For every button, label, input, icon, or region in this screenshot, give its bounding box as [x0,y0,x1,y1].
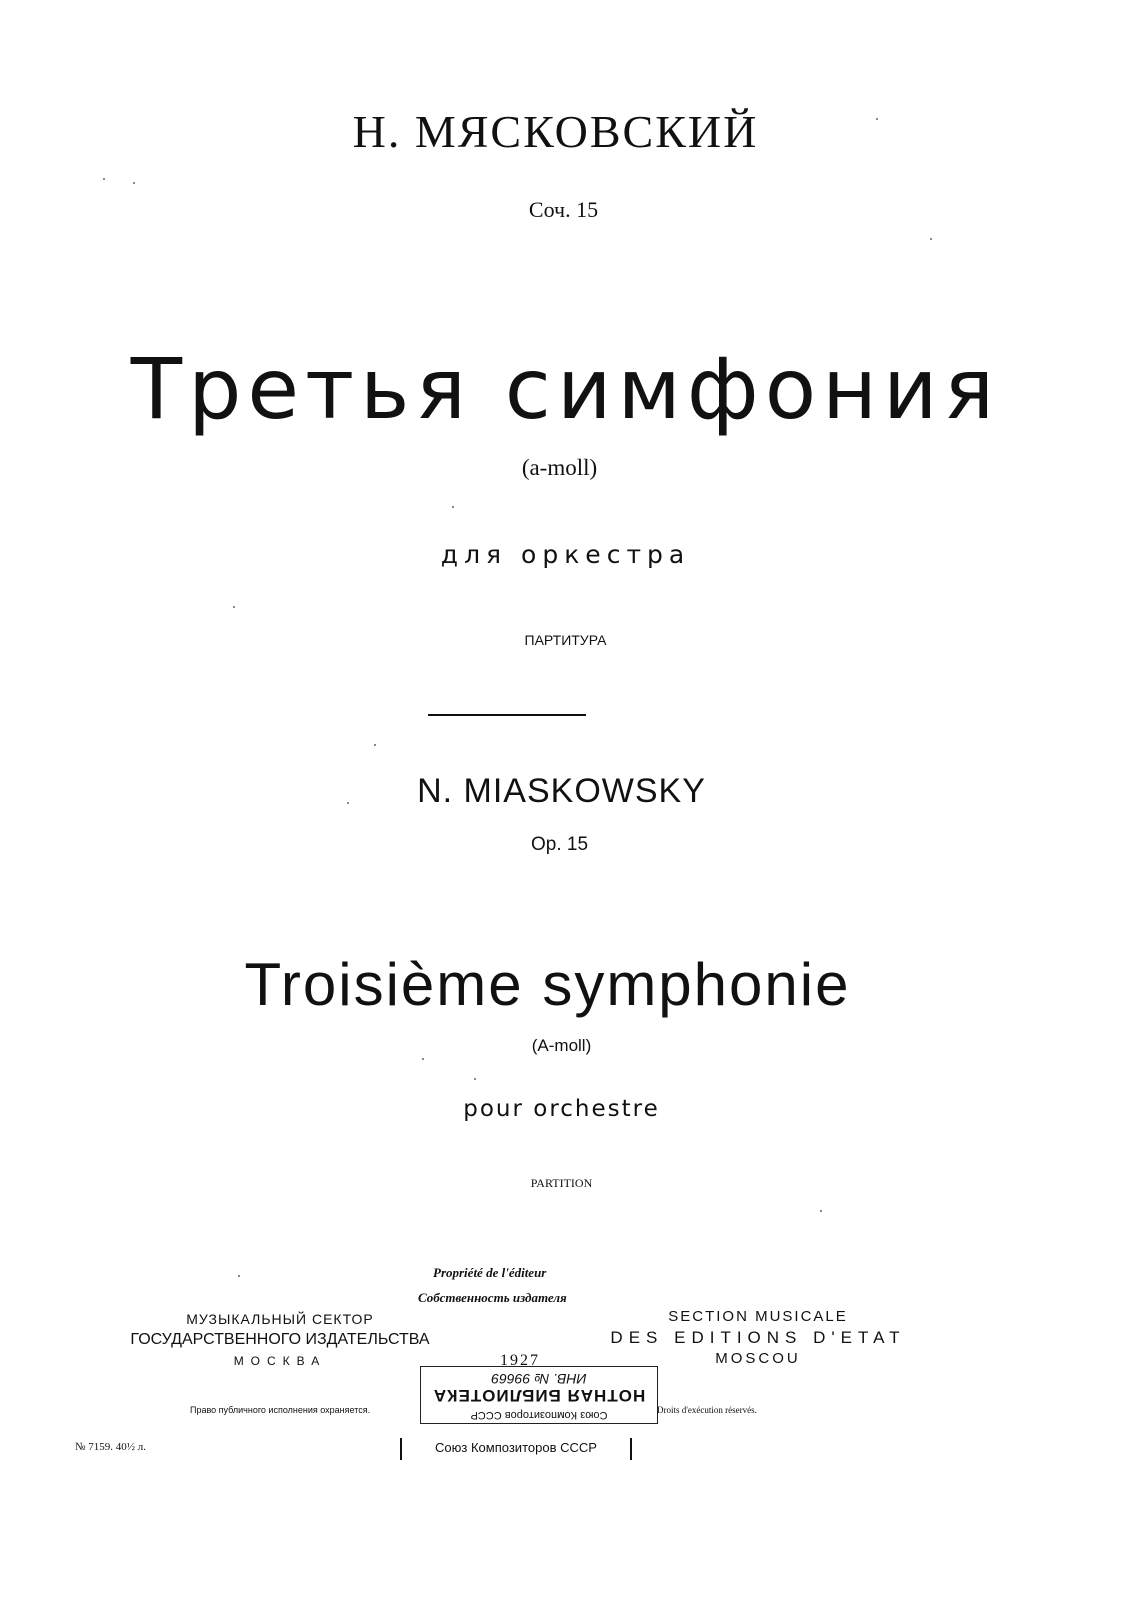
scan-speck [374,744,376,746]
section-divider [428,714,586,716]
stamp-line-library: НОТНАЯ БИБЛИОТЕКА [432,1386,646,1405]
publisher-french-city: MOSCOU [715,1350,801,1367]
scan-speck [347,802,349,804]
instrumentation-french: pour orchestre [463,1096,660,1122]
property-notice-russian: Собственность издателя [418,1290,567,1305]
library-stamp [420,1366,658,1424]
title-russian: Третья симфония [130,340,1001,438]
opus-french: Op. 15 [530,834,589,855]
publisher-russian-line2: ГОСУДАРСТВЕННОГО ИЗДАТЕЛЬСТВА [130,1331,430,1348]
union-label-frame [400,1438,632,1460]
key-russian: (a-moll) [521,455,598,480]
publisher-russian-line1: МУЗЫКАЛЬНЫЙ СЕКТОР [186,1311,374,1327]
union-label: Союз Композиторов СССР [435,1440,597,1455]
scan-speck [238,1275,240,1277]
score-label-french: PARTITION [530,1176,593,1190]
publication-year: 1927 [500,1352,540,1369]
scan-speck [103,178,105,180]
composer-name-russian: Н. МЯСКОВСКИЙ [352,106,759,157]
opus-russian: Соч. 15 [528,197,599,222]
rights-notice-french: Droits d'exécution réservés. [657,1405,757,1415]
scan-speck [233,606,235,608]
scan-speck [474,1078,476,1080]
rights-notice-russian: Право публичного исполнения охраняется. [190,1405,371,1415]
composer-name-french: N. MIASKOWSKY [417,772,706,810]
publisher-russian-city: МОСКВА [233,1354,327,1368]
publisher-french-line1: SECTION MUSICALE [668,1308,848,1325]
stamp-line-inventory: ИНВ. № 99669 [491,1371,587,1387]
scan-speck [930,238,932,240]
catalog-number: № 7159. 40½ л. [75,1441,146,1453]
key-french: (A-moll) [531,1036,592,1055]
title-french: Troisième symphonie [244,951,851,1018]
scan-speck [452,506,454,508]
scan-speck [876,118,878,120]
property-notice-french: Propriété de l'éditeur [433,1265,547,1280]
instrumentation-russian: для оркестра [440,540,691,569]
score-label-russian: ПАРТИТУРА [524,632,607,648]
scan-speck [422,1058,424,1060]
scan-speck [133,182,135,184]
stamp-line-union: Союз Композиторов СССР [470,1409,608,1421]
scan-speck [820,1210,822,1212]
publisher-french-line2: DES EDITIONS D'ETAT [610,1328,906,1347]
